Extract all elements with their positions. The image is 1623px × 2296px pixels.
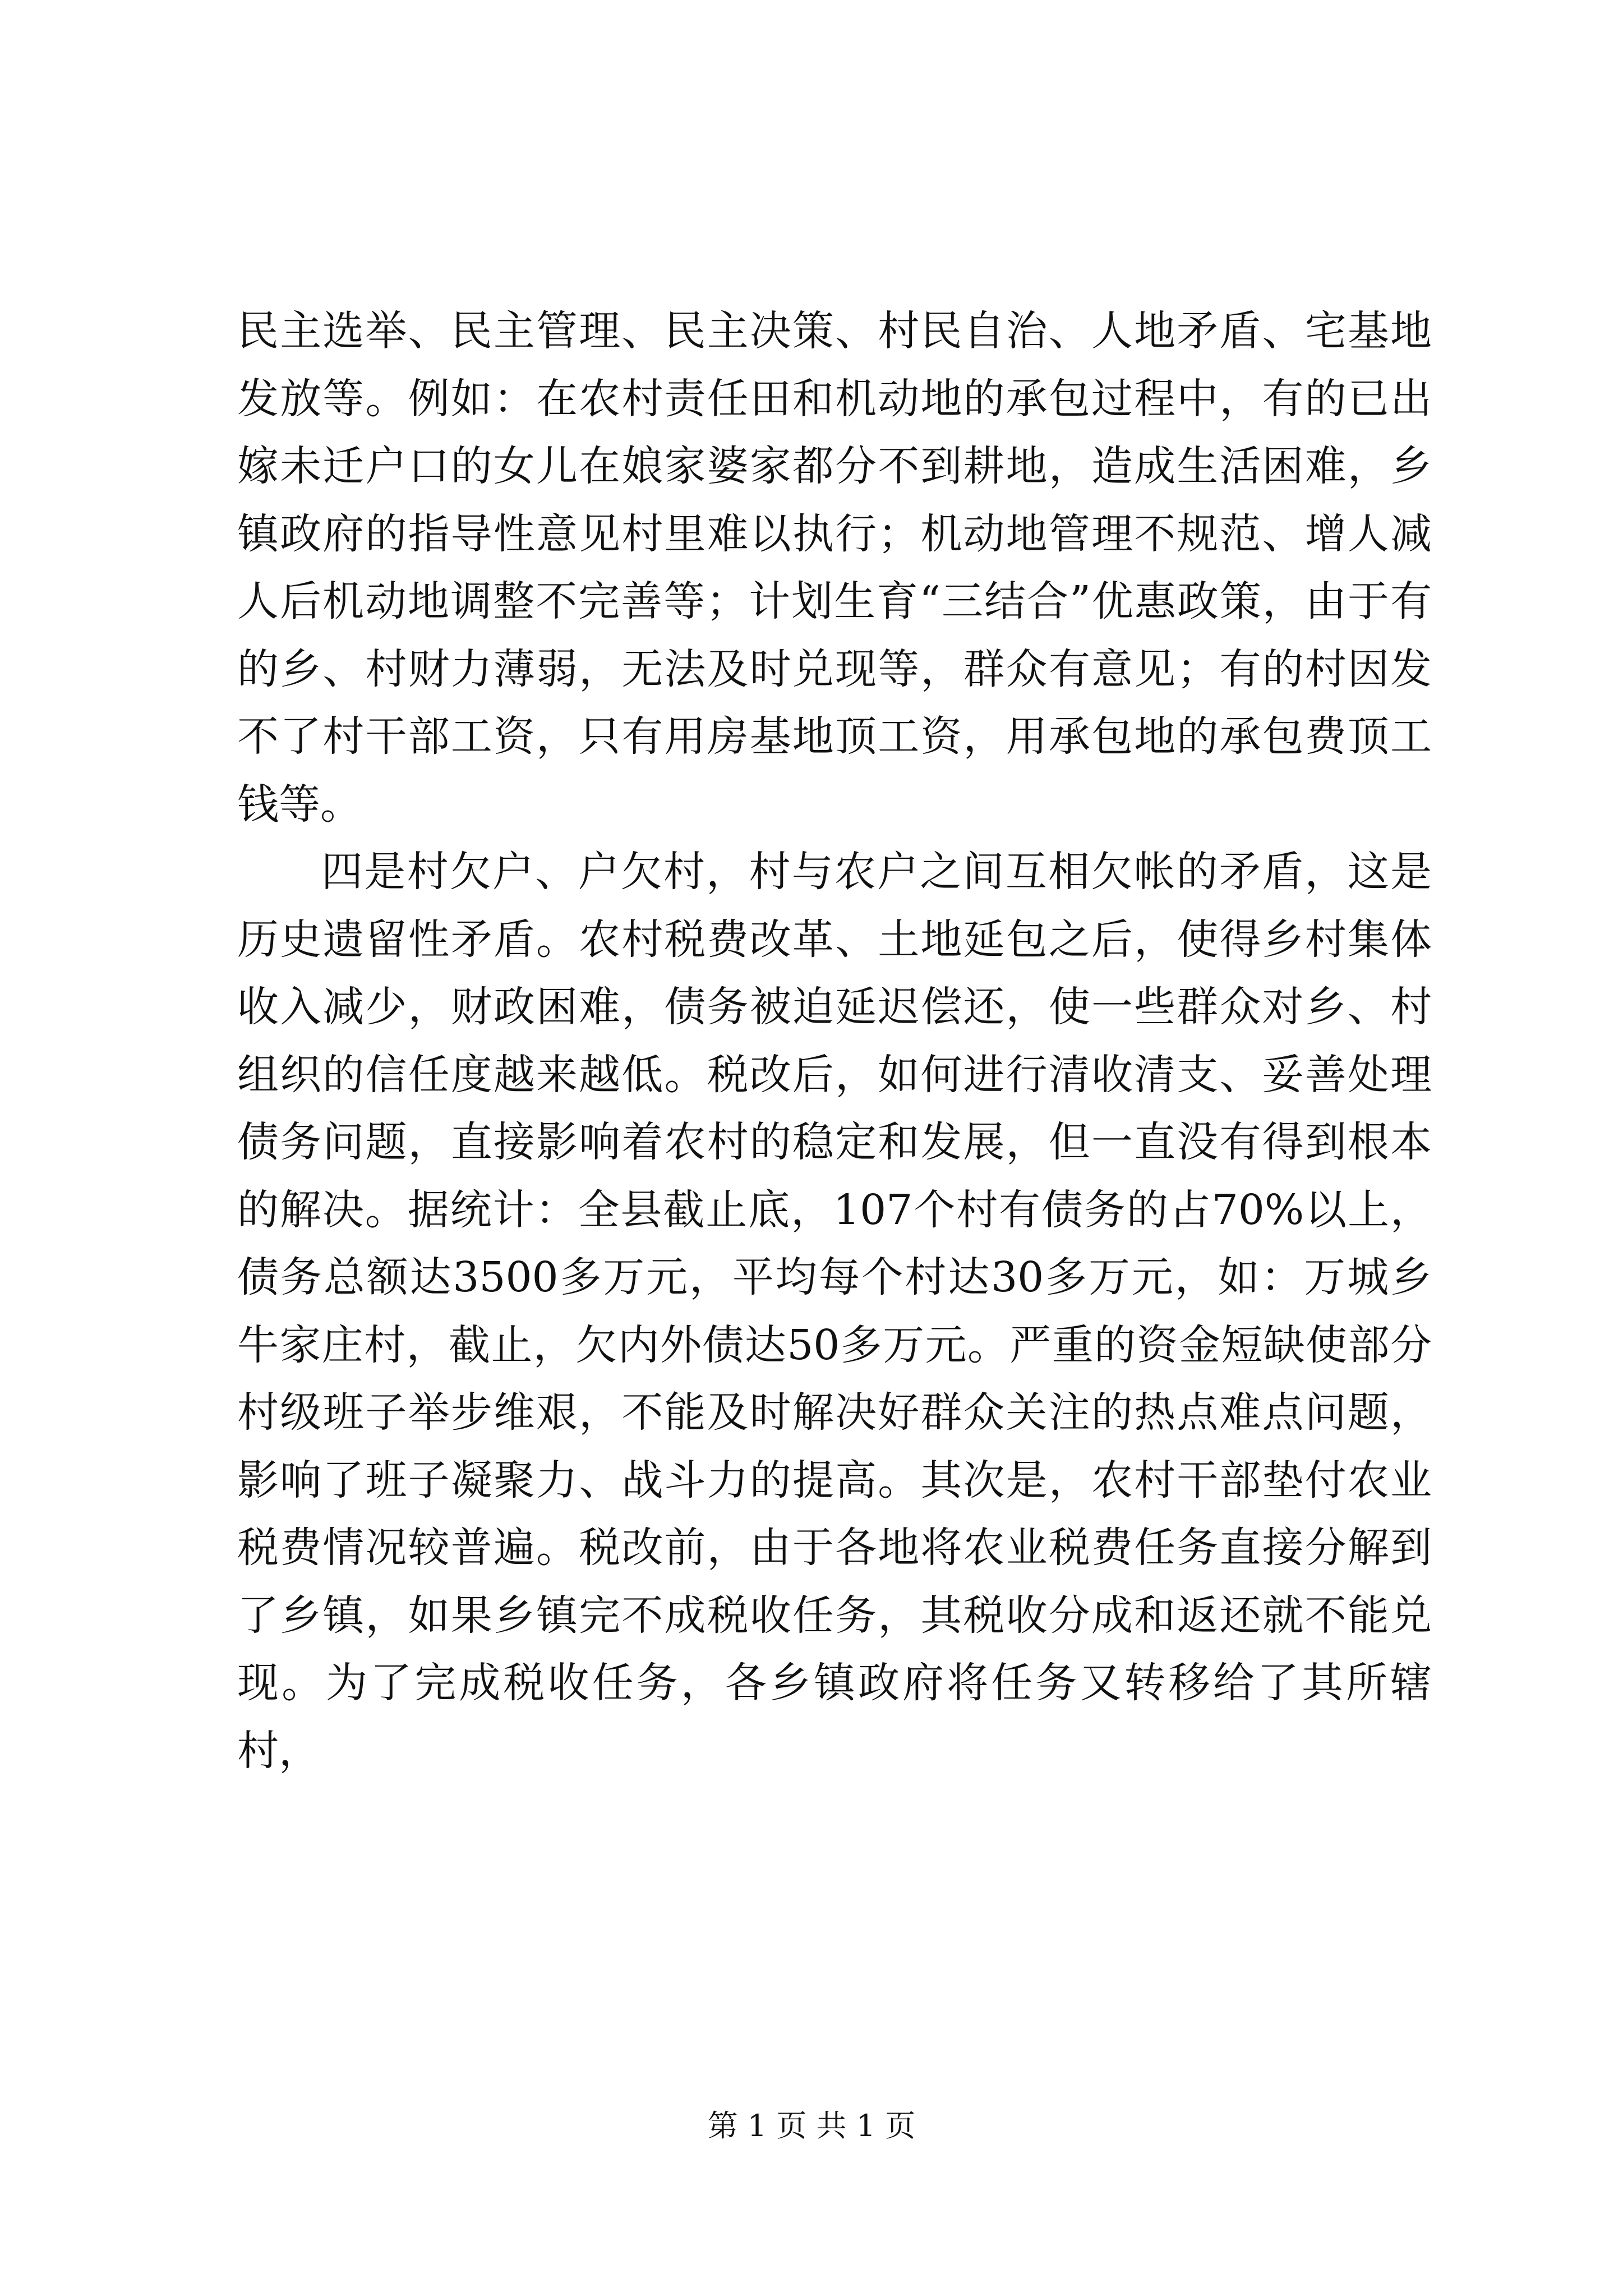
- document-body: [237, 297, 1432, 1784]
- page-footer: 第 1 页 共 1 页: [707, 2108, 916, 2143]
- paragraph-1: 民主选举、民主管理、民主决策、村民自治、人地矛盾、宅基地发放等。例如：在农村责任田和机动地的承包过程中，有的已出嫁未迁户口的女儿在娘家婆家都分不到耕地，造成生活困难，乡镇政府的指导性意见村里难以执行；机动地管理不规范、增人减人后机动地调整不完善等；计划生育“三结合”优惠政策，由于有的乡、村财力薄弱，无法及时兑现等，群众有意见；有的村因发不了村干部工资，只有用房基地顶工资，用承包地的承包费顶工钱等。: [237, 307, 1432, 829]
- paragraph-2: 四是村欠户、户欠村，村与农户之间互相欠帐的矛盾，这是历史遗留性矛盾。农村税费改革、土地延包之后，使得乡村集体收入减少，财政困难，债务被迫延迟偿还，使一些群众对乡、村组织的信任度越来越低。税改后，如何进行清收清支、妥善处理债务问题，直接影响着农村的稳定和发展，但一直没有得到根本的解决。据统计：全县截止底，107个村有债务的占70%以上，债务总额达3500多万元，平均每个村达30多万元，如：万城乡牛家庄村，截止，欠内外债达50多万元。严重的资金短缺使部分村级班子举步维艰，不能及时解决好群众关注的热点难点问题，影响了班子凝聚力、战斗力的提高。其次是，农村干部垫付农业税费情况较普遍。税改前，由于各地将农业税费任务直接分解到了乡镇，如果乡镇完不成税收任务，其税收分成和返还就不能兑现。为了完成税收任务，各乡镇政府将任务又转移给了其所辖村，: [237, 848, 1432, 1775]
